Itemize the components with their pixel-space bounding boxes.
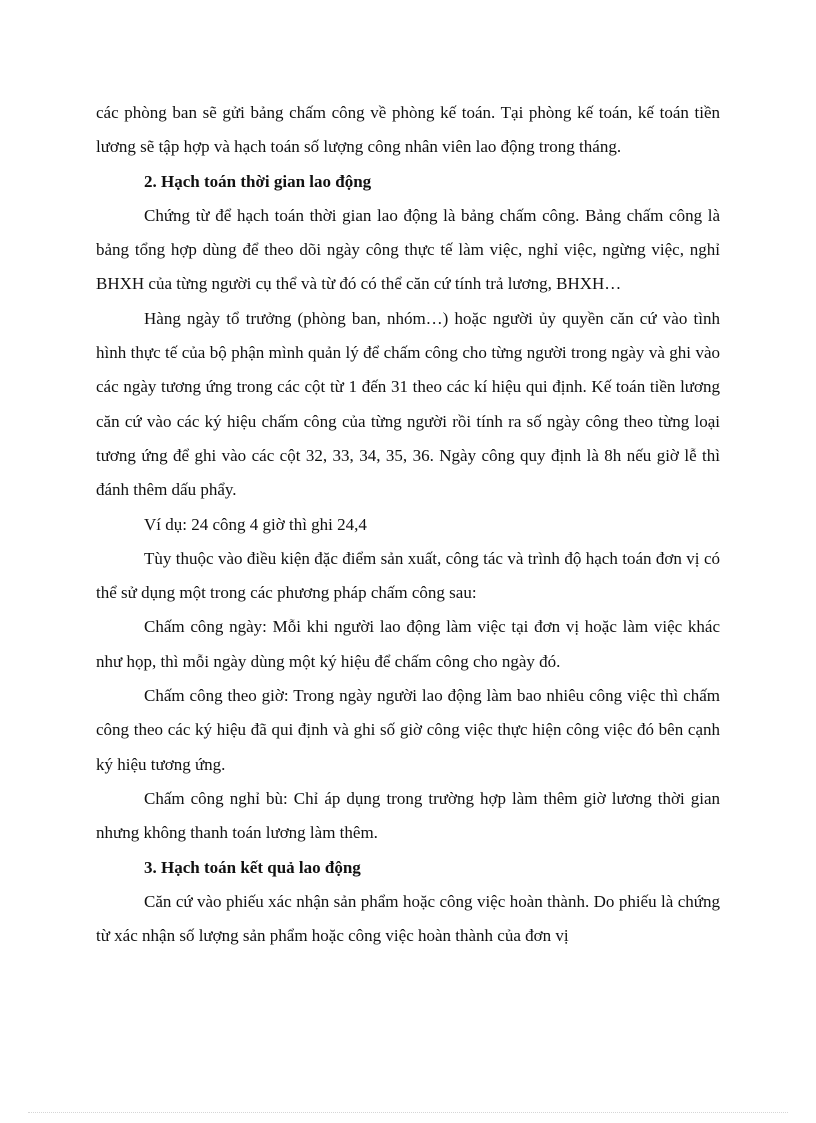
paragraph-compensatory-method: Chấm công nghỉ bù: Chỉ áp dụng trong trường hợp làm thêm giờ lương thời gian nhưng không thanh toán lương làm thêm. [96,788,720,843]
paragraph-daily-timekeeping: Hàng ngày tổ trưởng (phòng ban, nhóm…) hoặc người ủy quyền căn cứ vào tình hình thực tế của bộ phận mình quản lý để chấm công cho từng người trong ngày và ghi vào các ngày tương ứng trong các cột từ 1 đến 31 theo các kí hiệu qui định. Kế toán tiền lương căn cứ vào các ký hiệu chấm công của từng người rồi tính ra số ngày công theo từng loại tương ứng để ghi vào các cột 32, 33, 34, 35, 36. Ngày công quy định là 8h nếu giờ lễ thì đánh thêm dấu phẩy. [96,308,720,500]
paragraph-example: Ví dụ: 24 công 4 giờ thì ghi 24,4 [144,514,367,534]
section-heading-result-accounting: 3. Hạch toán kết quả lao động [144,857,361,877]
page-bottom-border [28,1112,788,1113]
section-heading-time-accounting: 2. Hạch toán thời gian lao động [144,171,372,191]
paragraph-hourly-method: Chấm công theo giờ: Trong ngày người lao động làm bao nhiêu công việc thì chấm công theo các ký hiệu đã qui định và ghi số giờ công việc thực hiện công việc đó bên cạnh ký hiệu tương ứng. [96,686,720,774]
document-body [96,96,720,953]
paragraph-methods-intro: Tùy thuộc vào điều kiện đặc điểm sản xuất, công tác và trình độ hạch toán đơn vị có thể sử dụng một trong các phương pháp chấm công sau: [96,548,720,603]
paragraph-continuation: các phòng ban sẽ gửi bảng chấm công về phòng kế toán. Tại phòng kế toán, kế toán tiền lương sẽ tập hợp và hạch toán số lượng công nhân viên lao động trong tháng. [96,103,720,157]
paragraph-daily-method: Chấm công ngày: Mỗi khi người lao động làm việc tại đơn vị hoặc làm việc khác như họp, thì mỗi ngày dùng một ký hiệu để chấm công cho ngày đó. [96,617,720,671]
paragraph-result-confirmation: Căn cứ vào phiếu xác nhận sản phẩm hoặc công việc hoàn thành. Do phiếu là chứng từ xác nhận số lượng sản phẩm hoặc công việc hoàn thành của đơn vị [96,891,720,946]
paragraph-timesheet-document: Chứng từ để hạch toán thời gian lao động là bảng chấm công. Bảng chấm công là bảng tổng hợp dùng để theo dõi ngày công thực tế làm việc, nghỉ việc, ngừng việc, nghỉ BHXH của từng người cụ thể và từ đó có thể căn cứ tính trả lương, BHXH… [96,205,720,294]
